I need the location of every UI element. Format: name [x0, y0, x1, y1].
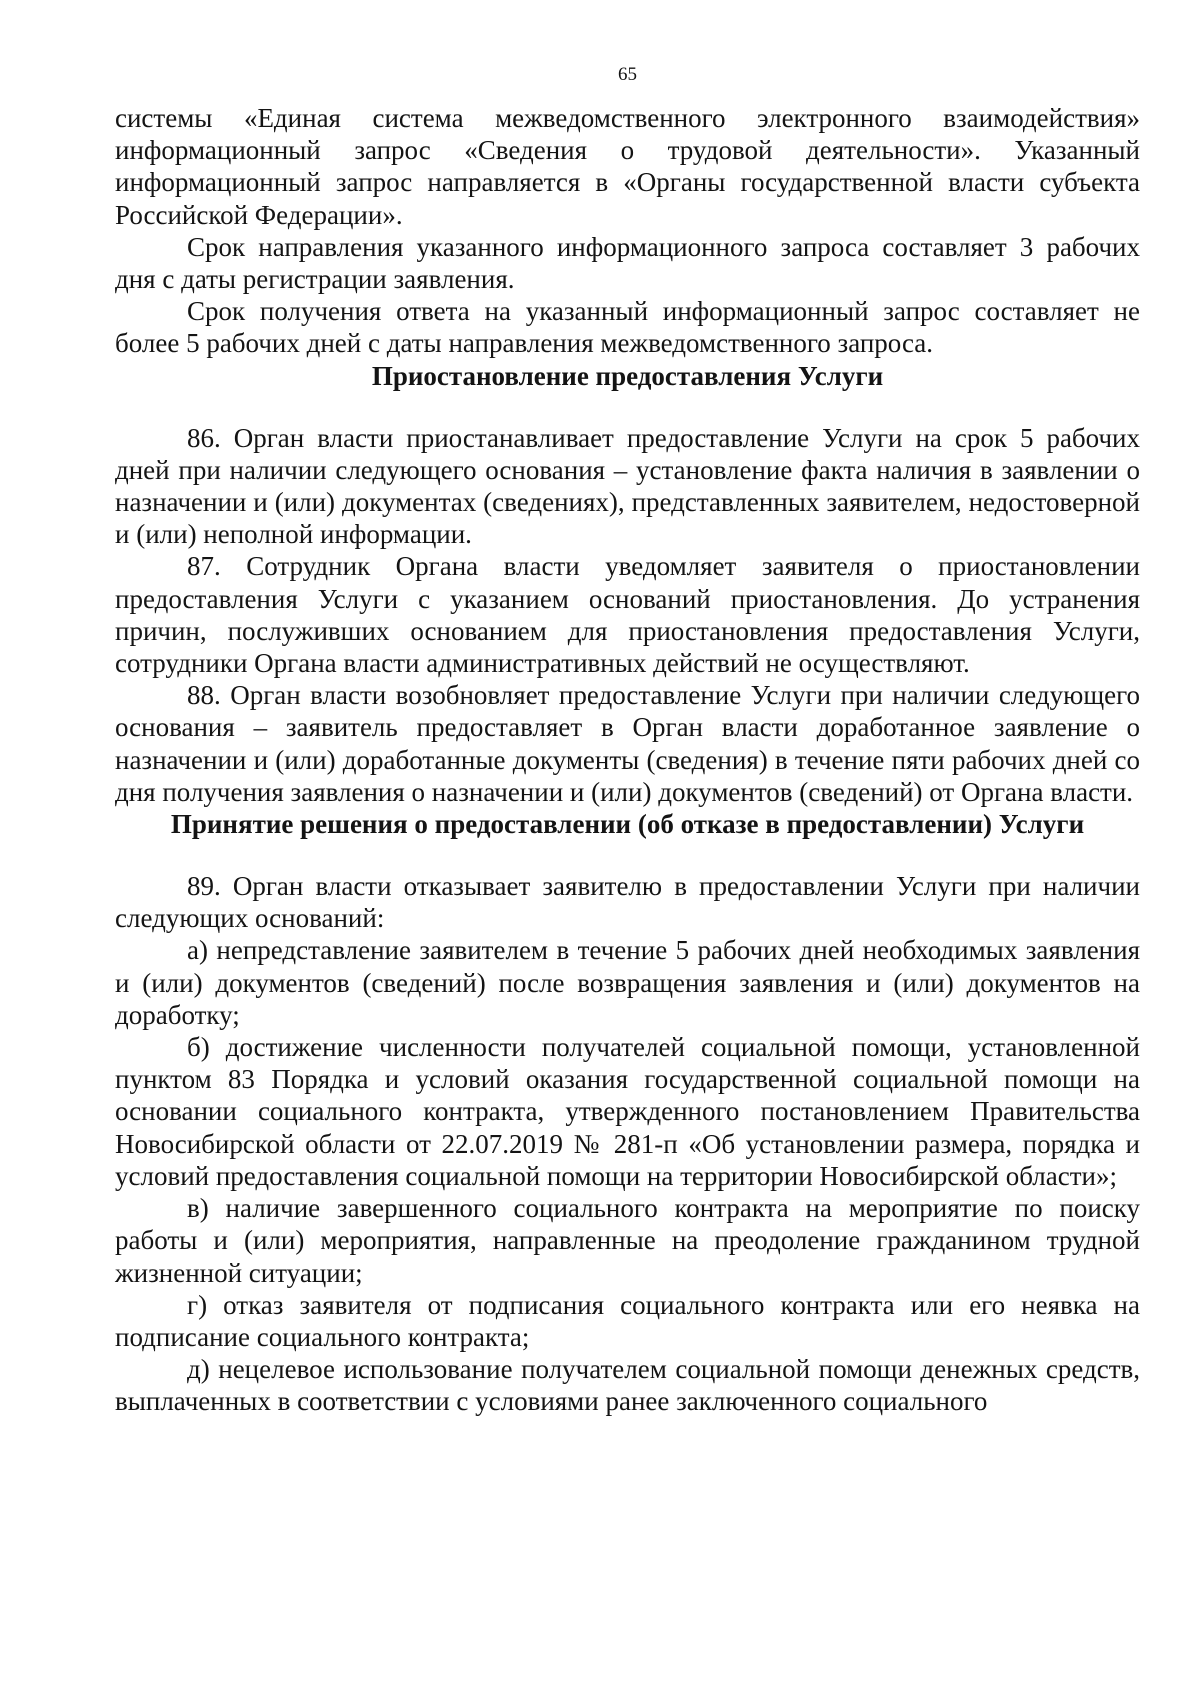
- section-heading-suspension: Приостановление предоставления Услуги: [371, 360, 884, 391]
- list-item-g: г) отказ заявителя от подписания социального контракта или его неявка на подписание социального контракта;: [115, 1289, 1140, 1352]
- paragraph-89: 89. Орган власти отказывает заявителю в предоставлении Услуги при наличии следующих оснований:: [115, 871, 1140, 934]
- list-item-b: б) достижение численности получателей социальной помощи, установленной пунктом 83 Порядка и условий оказания государственной социальной помощи на основании социального контракта, утвержденного постановлением Правительства Новосибирской области от 22.07.2019 № 281-п «Об установлении размера, порядка и условий предоставления социальной помощи на территории Новосибирской области»;: [115, 1032, 1140, 1191]
- section-heading-decision: Принятие решения о предоставлении (об отказе в предоставлении) Услуги: [170, 809, 1085, 840]
- paragraph-86: 86. Орган власти приостанавливает предоставление Услуги на срок 5 рабочих дней при наличии следующего основания – установление факта наличия в заявлении о назначении и (или) документах (сведениях), представленных заявителем, недостоверной и (или) неполной информации.: [115, 422, 1140, 550]
- paragraph-87: 87. Сотрудник Органа власти уведомляет заявителя о приостановлении предоставления Услуги с указанием оснований приостановления. До устранения причин, послуживших основанием для приостановления предоставления Услуги, сотрудники Органа власти административных действий не осуществляют.: [115, 551, 1140, 679]
- list-item-v: в) наличие завершенного социального контракта на мероприятие по поиску работы и (или) мероприятия, направленные на преодоление гражданином трудной жизненной ситуации;: [115, 1193, 1140, 1288]
- list-item-a: а) непредставление заявителем в течение 5 рабочих дней необходимых заявления и (или) документов (сведений) после возвращения заявления и (или) документов на доработку;: [115, 935, 1140, 1030]
- paragraph-top-3: Срок получения ответа на указанный информационный запрос составляет не более 5 рабочих дней с даты направления межведомственного запроса.: [115, 296, 1140, 359]
- paragraph-top-1: системы «Единая система межведомственного электронного взаимодействия» информационный запрос «Сведения о трудовой деятельности». Указанный информационный запрос направляется в «Органы государственной власти субъекта Российской Федерации».: [115, 103, 1140, 230]
- paragraph-88: 88. Орган власти возобновляет предоставление Услуги при наличии следующего основания – заявитель предоставляет в Орган власти доработанное заявление о назначении и (или) доработанные документы (сведения) в течение пяти рабочих дней со дня получения заявления о назначении и (или) документов (сведений) от Органа власти.: [115, 680, 1140, 807]
- page-number: 65: [618, 64, 637, 85]
- list-item-d: д) нецелевое использование получателем социальной помощи денежных средств, выплаченных в соответствии с условиями ранее заключенного социального: [115, 1354, 1140, 1417]
- paragraph-top-2: Срок направления указанного информационного запроса составляет 3 рабочих дня с даты регистрации заявления.: [115, 231, 1140, 295]
